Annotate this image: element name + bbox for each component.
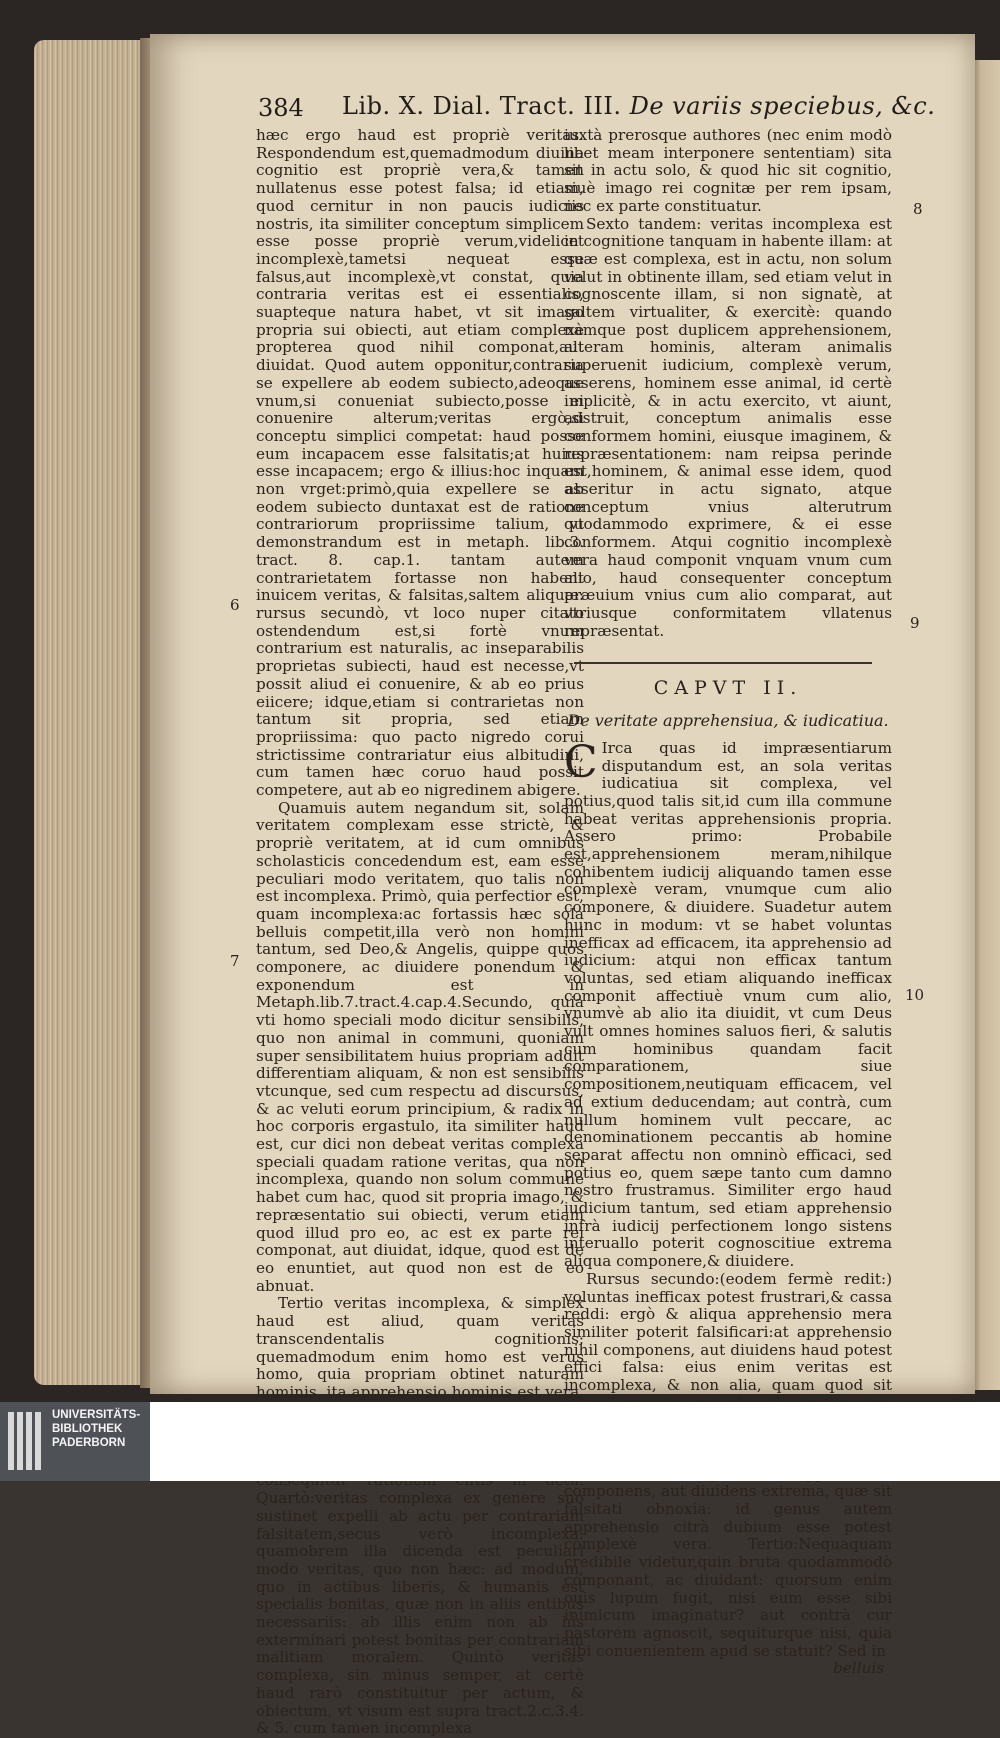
university-library-logo-icon: [6, 1408, 46, 1474]
running-title: Lib. X. Dial. Tract. III. De variis speciebus, &c.: [342, 92, 936, 120]
page-edges: [34, 40, 154, 1385]
paragraph: hæc ergo haud est propriè veritas. Respondendum est,quemadmodum diuina cognitio est propriè vera,& tamen nullatenus esse potest falsa; id etiam, quod cernitur in non paucis iudiciis nostris, ita similiter conceptum simplicem esse posse propriè verum,videlicet incomplexè,tametsi nequeat esse falsus,aut incomplexè,vt constat, quia contraria veritas est ei essentialis, suapteque natura habet, vt sit imago propria sui obiecti, aut etiam complexè propterea quod nihil componat,aut diuidat. Quod autem opponitur,contraria se expellere ab eodem subiecto,adeoque vnum,si conueniat subiecto,posse ei conuenire alterum;veritas ergò,si conceptu simplici competat: haud posse eum incapacem esse falsitatis;at huius esse incapacem; ergo & illius:hoc inquam non vrget:primò,quia expellere se ab eodem subiecto duntaxat est de ratione contrariorum propriissime talium, vt demonstrandum est in metaph. lib.3. tract. 8. cap.1. tantam autem contrarietatem fortasse non habent inuicem veritas, & falsitas,saltem aliquæ: rursus secundò, vt loco nuper citato ostendendum est,si fortè vnum contrarium est naturalis, ac inseparabilis proprietas subiecti, haud est necesse,vt possit aliud ei conuenire, & ab eo prius eiicere; idque,etiam si contrarietas non tantum sit propria, sed etiam propriissima: quo pacto nigredo corui strictissime contrariatur eius albitudini, cum tamen hæc coruo haud possit competere, aut ab eo nigredinem abigere.: [256, 126, 584, 800]
paragraph: C Irca quas id impræsentiarum disputandum est, an sola veritas iudicatiua sit complexa, vel potius,quod talis sit,id cum illa commune habeat veritas apprehensionis propria. Assero primo: Probabile est,apprehensionem meram,nihilque cohibentem iudicij aliquando tamen esse complexè veram, vnumque cum alio componere, & diuidere. Suadetur autem hunc in modum: vt se habet voluntas inefficax ad efficacem, ita apprehensio ad iudicium: atqui non efficax tantum voluntas, sed etiam aliquando inefficax componit affectiuè vnum cum alio, vnumvè ab alio ita diuidit, vt cum Deus vult omnes homines saluos fieri, & salutis cum hominibus quandam facit comparationem, siue compositionem,neutiquam efficacem, vel ad extium deducendam; aut contrà, cum nullum hominem vult peccare, ac denominationem peccantis ab homine separat affectu non omninò efficaci, sed potius eo, quem sæpe tanto cum damno nostro frustramus. Similiter ergo haud iudicium tantum, sed etiam apprehensio infrà iudicij perfectionem longo sistens interuallo poterit cognoscitiue extrema aliqua componere,& diuidere.: [564, 736, 892, 1271]
page-number: 384: [258, 94, 304, 122]
paragraph: Sexto tandem: veritas incomplexa est in cognitione tanquam in habente illam: at quæ est complexa, est in actu, non solum velut in obtinente illam, sed etiam velut in cognoscente illam, si non signatè, at saltem virtualiter, & exercitè: quando namque post duplicem apprehensionem, alteram hominis, alteram animalis superuenit iudicium, complexè verum, asserens, hominem esse animal, id certè implicitè, & in actu exercito, vt aiunt, adstruit, conceptum animalis esse conformem homini, eiusque imaginem, & repræsentationem: nam reipsa perinde est,hominem, & animal esse idem, quod asseritur in actu signato, atque conceptum vnius alterutrum quodammodo exprimere, & ei esse conformem. Atqui cognitio incomplexè vera haud componit vnquam vnum cum alio, haud consequenter conceptum præuium vnius cum alio comparat, aut vtriusque conformitatem vllatenus repræsentat.: [564, 214, 892, 640]
margin-number: 6: [230, 596, 240, 614]
footer-logo-block: [0, 1402, 150, 1481]
paragraph: Quamuis autem negandum sit, solam veritatem complexam esse strictè, & propriè veritatem, at id cum omnibus scholasticis concedendum est, eam esse peculiari modo veritatem, quo talis non est incomplexa. Primò, quia perfectior est, quam incomplexa:ac fortassis hæc sola belluis competit,illa verò non homini tantum, sed Deo,& Angelis, quippe quos componere, ac diuidere ponendum & exponendum est in Metaph.lib.7.tract.4.cap.4.Secundo, quia vti homo speciali modo dicitur sensibilis, quo non animal in communi, quoniam super sensibilitatem huius propriam addit differentiam aliquam, & non est sensibilis vtcunque, sed cum respectu ad discursus, & ac veluti eorum principium, & radix in hoc corporis ergastulo, ita similiter haud est, cur dici non debeat veritas complexa speciali quadam ratione veritas, qua non incomplexa, quando non solum commune habet cum hac, quod sit propria imago, & repræsentatio sui obiecti, verum etiam quod illud pro eo, ac est ex parte rei componat, aut diuidat, idque, quod est de eo enuntiet, aut quod non est de eo abnuat.: [256, 798, 585, 1295]
institution-name: UNIVERSITÄTS- BIBLIOTHEK PADERBORN: [52, 1409, 141, 1449]
margin-number: 10: [905, 986, 925, 1004]
paragraph: Rursus secundo:(eodem fermè redit:) voluntas inefficax potest frustrari,& cassa reddi: ergò & aliqua apprehensio mera similiter poterit falsificari:at apprehensio nihil componens, aut diuidens haud potest effici falsa: eius enim veritas est incomplexa, & non alia, quam quod sit componens, aut diuidens extrema, quæ sit falsitati obnoxia: id genus autem apprehensio citrà dubium esse potest complexè vera. Tertio:Nequaquam credibile videtur,quin bruta quodammodò componant, ac diuidant: quorsum enim ouis lupum fugit, nisi eum esse sibi inimicum imaginatur? aut contrà cur pastorem agnoscit, sequiturque nisi, quia sibi conuenientem apud se statuit? Sed in: [564, 1269, 892, 1660]
margin-number: 8: [913, 200, 923, 218]
catchword: belluis: [833, 1659, 884, 1678]
margin-number: 9: [910, 614, 920, 632]
footer-bar: [0, 1402, 1000, 1481]
running-title-italic: De variis speciebus, &c.: [629, 92, 936, 120]
paragraph: Tertio veritas incomplexa, & simplex haud est aliud, quam veritas transcendentalis cognitionis: quemadmodum enim homo est verus homo, quia propriam obtinet naturam hominis, ita apprehensio hominis est vera, Quartò:veritas complexa ex genere suo sustinet expelli ab actu per contrariam falsitatem,secus verò incomplexa: quamobrem illa dicenda est peculiari modo veritas, quo non hæc: ad modum, quo in actibus liberis, & humanis est specialis bonitas, quæ non in aliis entibus necessariis: ab illis enim non ab his exterminari potest bonitas per contrariam malitiam moralem. Quintò veritas complexa, sin minus semper, at certè haud rarò constituitur per actum, & obiectum, vt visum est supra tract.2.c.3.4. & 5. cum tamen incomplexa: [256, 1294, 584, 1738]
margin-number: 7: [230, 952, 240, 970]
chapter-title: CAPVT II.: [653, 677, 803, 700]
drop-cap: C: [564, 736, 598, 788]
section-divider: [574, 662, 872, 664]
paragraph: iuxtà prerosque authores (nec enim modò libet meam interponere sententiam) sita sit in actu solo, & quod hic sit cognitio, siuè imago rei cognitæ per rem ipsam, nec ex parte constituatur.: [564, 126, 892, 215]
book-page: [150, 34, 975, 1738]
left-column: [256, 127, 584, 1738]
chapter-subtitle: De veritate apprehensiua, & iudicatiua.: [567, 711, 889, 731]
